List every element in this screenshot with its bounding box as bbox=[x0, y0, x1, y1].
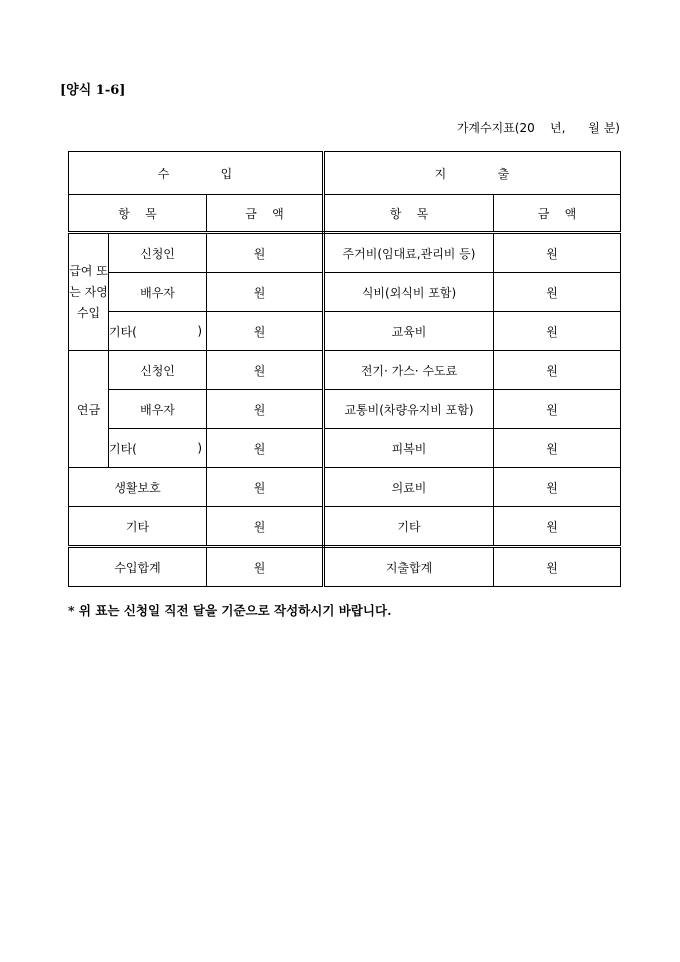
expense-col-item: 항 목 bbox=[324, 195, 494, 233]
other-close-label: ) bbox=[197, 324, 202, 338]
totals-row bbox=[69, 547, 621, 587]
table-row bbox=[69, 233, 621, 273]
expense-amount-field[interactable]: 원 bbox=[494, 351, 621, 390]
form-label: [양식 1-6] bbox=[60, 83, 126, 98]
table-row bbox=[69, 390, 621, 429]
expense-total-field[interactable]: 원 bbox=[494, 547, 621, 587]
expense-item: 기타 bbox=[324, 507, 494, 547]
income-total-field[interactable]: 원 bbox=[207, 547, 324, 587]
income-item-other[interactable] bbox=[109, 312, 207, 351]
expense-item: 의료비 bbox=[324, 468, 494, 507]
income-amount-field[interactable]: 원 bbox=[207, 468, 324, 507]
income-amount-field[interactable]: 원 bbox=[207, 390, 324, 429]
income-col-amount: 금 액 bbox=[207, 195, 324, 233]
expense-item: 교통비(차량유지비 포함) bbox=[324, 390, 494, 429]
income-item: 신청인 bbox=[109, 351, 207, 390]
table-row bbox=[69, 351, 621, 390]
income-item: 신청인 bbox=[109, 233, 207, 273]
other-open-label: 기타( bbox=[109, 441, 137, 456]
table-row bbox=[69, 273, 621, 312]
table-row bbox=[69, 468, 621, 507]
document-title: 가계수지표(20 년, 월 분) bbox=[456, 121, 620, 135]
income-header: 수 입 bbox=[69, 152, 324, 195]
income-item: 기타 bbox=[69, 507, 207, 547]
table-row bbox=[69, 507, 621, 547]
expense-amount-field[interactable]: 원 bbox=[494, 233, 621, 273]
expense-amount-field[interactable]: 원 bbox=[494, 468, 621, 507]
expense-amount-field[interactable]: 원 bbox=[494, 273, 621, 312]
expense-amount-field[interactable]: 원 bbox=[494, 390, 621, 429]
other-close-label: ) bbox=[197, 441, 202, 455]
expense-item: 식비(외식비 포함) bbox=[324, 273, 494, 312]
income-item: 배우자 bbox=[109, 390, 207, 429]
expense-amount-field[interactable]: 원 bbox=[494, 429, 621, 468]
income-amount-field[interactable]: 원 bbox=[207, 312, 324, 351]
group-salary-label: 급여 또는 자영 수입 bbox=[69, 233, 109, 351]
expense-total-label: 지출합계 bbox=[324, 547, 494, 587]
expense-amount-field[interactable]: 원 bbox=[494, 312, 621, 351]
other-open-label: 기타( bbox=[109, 324, 137, 339]
income-col-item: 항 목 bbox=[69, 195, 207, 233]
footnote: * 위 표는 신청일 직전 달을 기준으로 작성하시기 바랍니다. bbox=[68, 603, 392, 618]
income-item: 생활보호 bbox=[69, 468, 207, 507]
expense-item: 전기· 가스· 수도료 bbox=[324, 351, 494, 390]
income-amount-field[interactable]: 원 bbox=[207, 351, 324, 390]
expense-header: 지 출 bbox=[324, 152, 621, 195]
household-budget-table bbox=[68, 151, 621, 587]
income-amount-field[interactable]: 원 bbox=[207, 233, 324, 273]
income-amount-field[interactable]: 원 bbox=[207, 273, 324, 312]
income-total-label: 수입합계 bbox=[69, 547, 207, 587]
table-row bbox=[69, 429, 621, 468]
income-amount-field[interactable]: 원 bbox=[207, 507, 324, 547]
expense-item: 피복비 bbox=[324, 429, 494, 468]
expense-col-amount: 금 액 bbox=[494, 195, 621, 233]
table-row bbox=[69, 312, 621, 351]
income-amount-field[interactable]: 원 bbox=[207, 429, 324, 468]
income-item: 배우자 bbox=[109, 273, 207, 312]
group-pension-label: 연금 bbox=[69, 351, 109, 468]
expense-item: 주거비(임대료,관리비 등) bbox=[324, 233, 494, 273]
expense-item: 교육비 bbox=[324, 312, 494, 351]
income-item-other[interactable] bbox=[109, 429, 207, 468]
expense-amount-field[interactable]: 원 bbox=[494, 507, 621, 547]
